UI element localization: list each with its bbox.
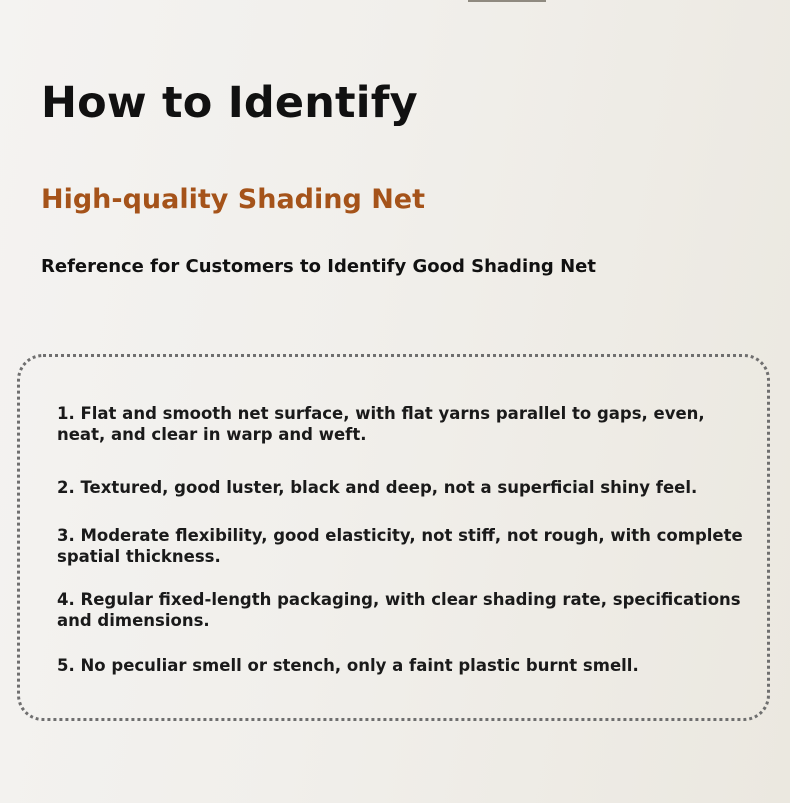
subtitle: High-quality Shading Net [41,184,426,215]
reference-text: Reference for Customers to Identify Good Shading Net [41,256,596,277]
point-item-1: 1. Flat and smooth net surface, with flat yarns parallel to gaps, even, neat, and clear in warp and weft. [57,404,705,444]
point-item-4: 4. Regular fixed-length packaging, with clear shading rate, specifications and dimensions. [57,590,741,630]
point-item-3: 3. Moderate flexibility, good elasticity, not stiff, not rough, with complete spatial thickness. [57,526,743,566]
page-title: How to Identify [41,78,418,128]
point-item-2: 2. Textured, good luster, black and deep, not a superficial shiny feel. [57,478,698,497]
top-decorative-line [468,0,546,2]
point-item-5: 5. No peculiar smell or stench, only a faint plastic burnt smell. [57,656,639,675]
